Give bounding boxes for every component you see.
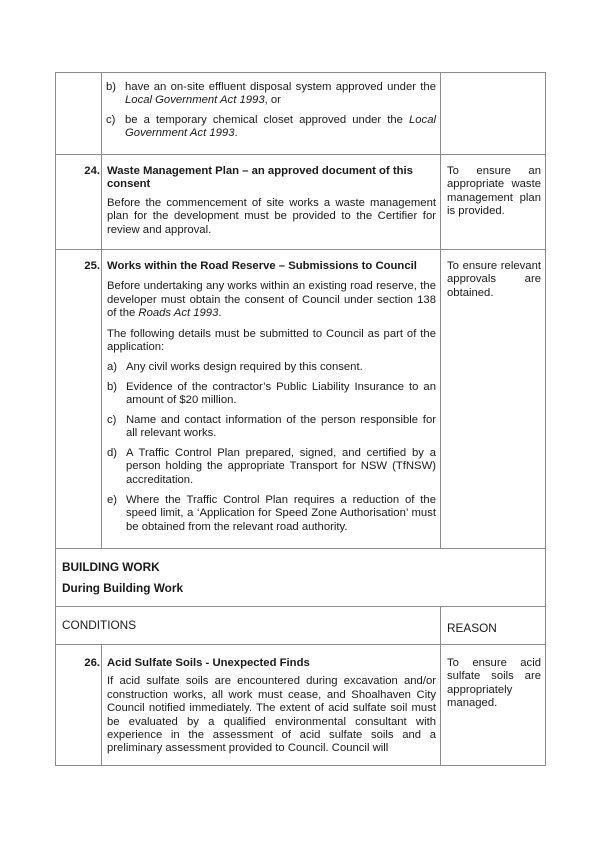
column-divider — [101, 73, 102, 548]
list-item: c) be a temporary chemical closet approved under the Local Government Act 1993. — [106, 114, 436, 140]
condition-title: Waste Management Plan – an approved document of this consent — [107, 165, 413, 191]
list-marker: b) — [106, 81, 117, 93]
condition-26 — [107, 657, 436, 756]
conditions-column-header: CONDITIONS — [62, 618, 137, 632]
reason-column-header: REASON — [447, 621, 497, 635]
list-item: d) A Traffic Control Plan prepared, signed, and certified by a person holding the appropriate Transport for NSW (TfNSW) accreditation. — [107, 447, 436, 486]
row-divider — [56, 644, 545, 645]
row-divider — [56, 548, 545, 549]
list-marker: a) — [107, 361, 118, 373]
list-item: b) have an on-site effluent disposal system approved under the Local Government Act 1993, or — [106, 81, 436, 107]
row-divider — [56, 606, 545, 607]
condition-body: If acid sulfate soils are encountered during excavation and/or construction works, all work must cease, and Shoalhaven City Council notified immediately. The extent of acid sulfate soil must be evaluated by a qualified environmental consultant with experience in the assessment of acid sulfate soils and a preliminary assessment provided to Council. Council will — [107, 675, 436, 755]
column-divider — [440, 606, 441, 766]
condition-reason: To ensure acid sulfate soils are appropriately managed. — [447, 657, 541, 710]
section-heading: BUILDING WORK — [62, 560, 160, 574]
list-item: e) Where the Traffic Control Plan requires a reduction of the speed limit, a ‘Application for Speed Zone Authorisation’ must be obtained from the relevant road authority. — [107, 494, 436, 533]
conditions-table — [55, 72, 546, 766]
section-subheading: During Building Work — [62, 581, 184, 595]
list-marker: e) — [107, 494, 118, 506]
condition-number: 26. — [84, 657, 100, 669]
column-divider — [101, 644, 102, 766]
condition-number: 24. — [84, 165, 100, 177]
condition-24 — [107, 165, 436, 237]
list-marker: d) — [107, 447, 118, 459]
condition-title: Acid Sulfate Soils - Unexpected Finds — [107, 657, 310, 669]
row-divider — [56, 249, 545, 250]
condition-title: Works within the Road Reserve – Submissions to Council — [107, 260, 417, 272]
condition-body: Before undertaking any works within an existing road reserve, the developer must obtain the consent of Council under section 138 of the Roads Act 1993. — [107, 280, 436, 320]
condition-reason: To ensure an appropriate waste management plan is provided. — [447, 165, 541, 218]
condition-body: Before the commencement of site works a waste management plan for the development must be provided to the Certifier for review and approval. — [107, 196, 436, 236]
list-marker: c) — [107, 414, 117, 426]
list-item: c) Name and contact information of the person responsible for all relevant works. — [107, 414, 436, 440]
condition-body: The following details must be submitted to Council as part of the application: — [107, 327, 436, 354]
list-item: b) Evidence of the contractor’s Public Liability Insurance to an amount of $20 million. — [107, 381, 436, 407]
condition-25 — [107, 260, 436, 354]
list-marker: b) — [107, 381, 118, 393]
list-item: a) Any civil works design required by this consent. — [107, 361, 363, 373]
condition-number: 25. — [84, 260, 100, 272]
row-divider — [56, 154, 545, 155]
column-divider — [440, 73, 441, 548]
condition-reason: To ensure relevant approvals are obtained. — [447, 260, 541, 299]
list-marker: c) — [106, 114, 116, 126]
